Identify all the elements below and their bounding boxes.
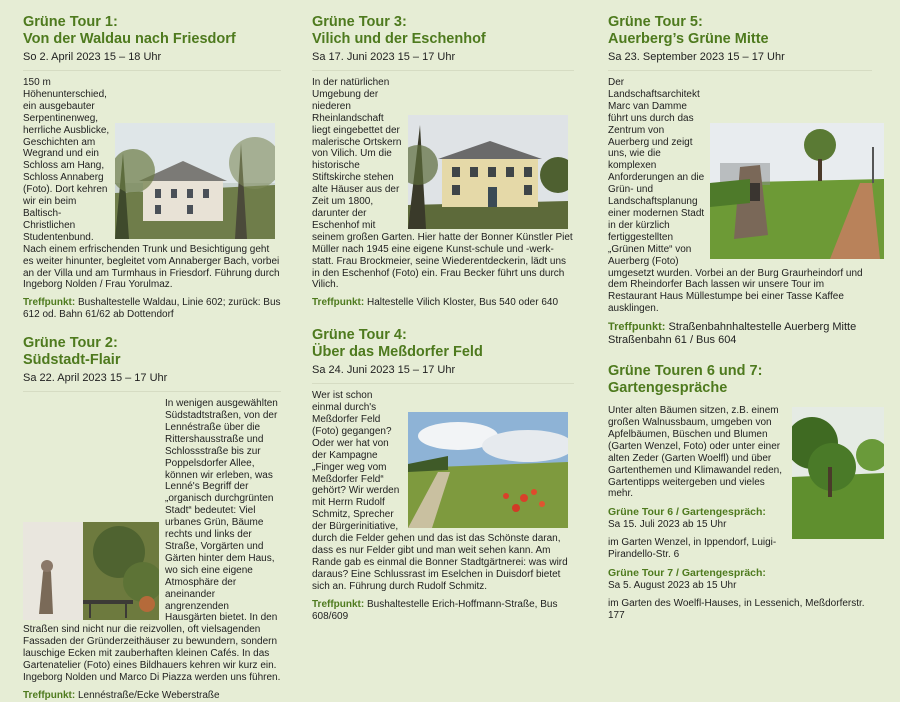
tour-2-title: Grüne Tour 2: Südstadt-Flair <box>23 335 121 369</box>
tour-4-meeting-point: Treffpunkt: Bushaltestelle Erich-Hoffmann-Straße, Bus 608/609 <box>312 598 558 622</box>
tour-1-title: Grüne Tour 1: Von der Waldau nach Friesdorf <box>23 14 236 47</box>
photo-gartenatelier <box>23 522 159 620</box>
photo-messdorfer-feld <box>408 412 568 528</box>
tour-3 <box>312 14 574 309</box>
tour-5-meeting-point: Treffpunkt: Straßenbahnhaltestelle Auerberg Mitte Straßenbahn 61 / Bus 604 <box>608 321 857 347</box>
tour-6-place: im Garten Wenzel, in Ippendorf, Luigi-Pirandello-Str. 6 <box>608 537 777 561</box>
column-3 <box>593 0 900 636</box>
tour-2 <box>23 335 281 702</box>
photo-eschenhof <box>408 115 568 229</box>
tour-3-body: In der natürlichen Umgebung der niederen Rheinlandschaft liegt eingebettet der malerische Ortskern von Vilich. Um die historische Stiftskirche stehen alte Häuser aus der Zeit um 1800, darunter der Eschenhof mit seinem großen Garten. Hier hatte der Bonner Künstler Piet Müller nach 1945 eine eigene Kunst-schule und -werk-statt. Frau Brockmeier, seine Wiederentdeckerin, lädt uns in den Eschenhof (Foto) ein. Frau Becker führt uns durch Vilich. <box>312 77 573 291</box>
tour-3-date: Sa 17. Juni 2023 15 – 17 Uhr <box>312 51 574 71</box>
tour-5-body: Der Landschaftsarchitekt Marc van Damme führt uns durch das Zentrum von Auerberg und zeigt uns, wie die komplexen Anforderungen an die Grün- und Landschaftsplanung einer modernen Stadt in der kürzlich fertiggestellten „Grünen Mitte“ von Auerberg (Foto) umgesetzt wurden. Vorbei an der Burg Graurheindorf und dem Rheindorfer Bach lassen wir unsere Tour im Restaurant Haus Müllestumpe bei einer Tasse Kaffee ausklingen. <box>608 77 863 315</box>
tour-6-date: Sa 15. Juli 2023 ab 15 Uhr <box>608 519 727 531</box>
tour-2-body: In wenigen ausgewählten Südstadtstraßen, von der Lennéstraße über die Rittershausstraße und Schlossstraße bis zur Poppelsdorfer Allee, können wir erleben, was Lenné's Begriff der „organisch durchgrünten Stadt“ bedeutet: Viel urbanes Grün, Bäume rechts und links der Straße, Vorgärten und Gärten hinter dem Haus, wo sich eine eigene Atmosphäre der aneinander angrenzenden Hausgärten bietet. In den Straßen sind nicht nur die reizvollen, oft vielsagenden Fassaden der Gründerzeithäuser zu bewundern, sondern lauschige Ecken mit zauberhaften kleinen Cafés. In das Gartenatelier (Foto) eines Bildhauers kehren wir kurz ein. Ingeborg Nolden und Marco Di Piazza werden uns führen. <box>23 398 281 683</box>
tour-4-date: Sa 24. Juni 2023 15 – 17 Uhr <box>312 364 574 384</box>
tour-1-meeting-point: Treffpunkt: Bushaltestelle Waldau, Linie 602; zurück: Bus 612 od. Bahn 61/62 ab Dottendorf <box>23 297 281 321</box>
tour-6-7-title: Grüne Touren 6 und 7: Gartengespräche <box>608 363 763 397</box>
tour-2-meeting-point: Treffpunkt: Lennéstraße/Ecke Weberstraße <box>23 689 220 701</box>
tour-4 <box>312 327 574 622</box>
photo-schloss-annaberg <box>115 123 275 239</box>
tour-1-body: 150 m Höhenunterschied, ein ausgebauter Serpentinenweg, herrliche Ausblicke, Geschichten am Wegrand und ein Schloss am Hang, Schloss Annaberg (Foto). Dort kehren wir ein beim Baltisch-Christlichen Studentenbund. Nach einem erfrischenden Trunk und Besichtigung geht es weiter hinunter, begleitet vom Annaberger Bach, vorbei an der Villa und am Turmhaus in Friesdorf. Führung durch Ingeborg Nolden / Frau Yorulmaz. <box>23 77 280 291</box>
tour-1-date: So 2. April 2023 15 – 18 Uhr <box>23 51 281 71</box>
tour-5-date: Sa 23. September 2023 15 – 17 Uhr <box>608 51 872 71</box>
tour-7-date: Sa 5. August 2023 ab 15 Uhr <box>608 580 737 592</box>
tour-7-label: Grüne Tour 7 / Gartengespräch: <box>608 567 766 580</box>
tour-4-body: Wer ist schon einmal durch's Meßdorfer Feld (Foto) gegangen? Oder wer hat von der Kampagne „Finger weg vom Meßdorfer Feld“ gehört? Wir werden mit Herrn Rudolf Schmitz, Sprecher der Bürgerinitiative, durch die Felder gehen und das ist das Schönste daran, dass es nur Felder gibt und man weit sehen kann. Am Rande gab es einmal die Bonner Stadtgärtnerei: was wird daraus? Eine Schlussrast im Eselchen in Duisdorf bietet sich an. Führung durch Rudolf Schmitz. <box>312 390 568 592</box>
column-1 <box>0 0 290 701</box>
column-2 <box>290 0 593 636</box>
tour-6-label: Grüne Tour 6 / Gartengespräch: <box>608 506 766 519</box>
tour-6-7 <box>608 363 872 622</box>
photo-gruene-mitte-auerberg <box>710 123 884 259</box>
tour-7-place: im Garten des Woelfl-Hauses, in Lessenich, Meßdorferstr. 177 <box>608 598 865 622</box>
tour-5-title: Grüne Tour 5: Auerberg’s Grüne Mitte <box>608 14 769 47</box>
photo-garten-wenzel <box>792 407 884 539</box>
tour-2-date: Sa 22. April 2023 15 – 17 Uhr <box>23 372 281 392</box>
tour-3-meeting-point: Treffpunkt: Haltestelle Vilich Kloster, Bus 540 oder 640 <box>312 297 559 309</box>
tour-5 <box>608 14 872 347</box>
tour-6-7-body: Unter alten Bäumen sitzen, z.B. einem großen Walnussbaum, umgeben von Apfelbäumen, Büschen und Blumen (Garten Wenzel, Foto) oder unter einer alten Zeder (Garten Woelfl) und über Gartenthemen und Klimawandel reden, Gartentipps weitergeben und vieles mehr. <box>608 405 782 500</box>
tour-4-title: Grüne Tour 4: Über das Meßdorfer Feld <box>312 327 483 361</box>
tour-3-title: Grüne Tour 3: Vilich und der Eschenhof <box>312 14 486 47</box>
tour-1 <box>23 14 281 321</box>
